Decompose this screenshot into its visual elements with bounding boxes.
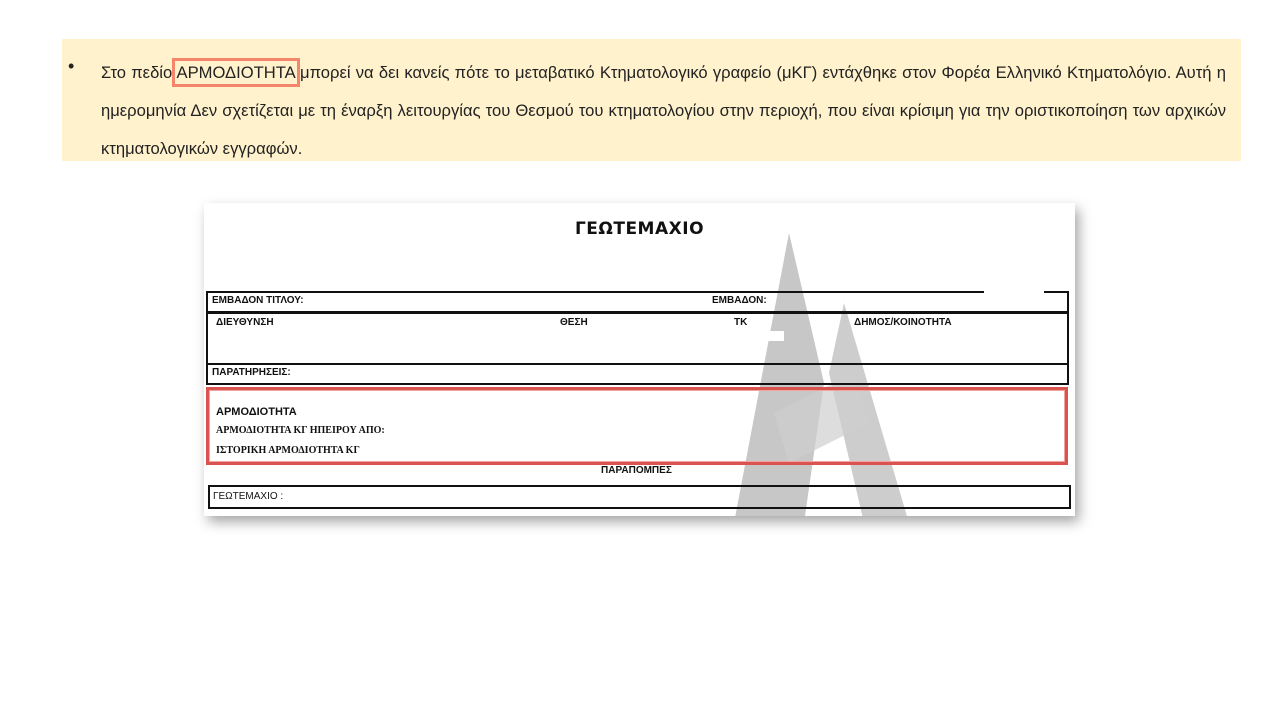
redacted-jurisdiction-value xyxy=(454,418,744,442)
parcel-label: ΓΕΩΤΕΜΑΧΙΟ : xyxy=(213,491,284,502)
info-note-text xyxy=(101,54,1226,168)
highlighted-keyword: ΑΡΜΟΔΙΟΤΗΤΑ xyxy=(176,63,295,82)
note-text-after: μπορεί να δει κανείς πότε το μεταβατικό Κτηματολογικό γραφείο (μΚΓ) εντάχθηκε στον Φορέα Ελληνικό Κτηματολόγιο. Αυτή η ημερομηνία Δεν σχετίζεται με τη έναρξη λειτουργίας του Θεσμού του κτηματολογίου στην περιοχή, που είναι κρίσιμη για την οριστικοποίηση των αρχικών κτηματολογικών εγγραφών. xyxy=(101,63,1226,158)
jurisdiction-line-1: ΑΡΜΟΔΙΟΤΗΤΑ ΚΓ ΗΠΕΙΡΟΥ ΑΠΟ: xyxy=(216,425,385,436)
area-label: ΕΜΒΑΔΟΝ: xyxy=(712,295,767,306)
redacted-postal-value xyxy=(744,331,784,341)
area-row xyxy=(206,291,1069,313)
parcel-form-image xyxy=(204,203,1075,516)
form-title: ΓΕΩΤΕΜΑΧΙΟ xyxy=(574,219,705,239)
parcel-row xyxy=(208,485,1071,509)
municipality-label: ΔΗΜΟΣ/ΚΟΙΝΟΤΗΤΑ xyxy=(854,317,952,328)
title-area-label: ΕΜΒΑΔΟΝ ΤΙΤΛΟΥ: xyxy=(212,295,304,306)
jurisdiction-heading: ΑΡΜΟΔΙΟΤΗΤΑ xyxy=(216,406,297,418)
remarks-row xyxy=(206,363,1069,385)
bullet-marker: • xyxy=(68,56,75,76)
note-text-before: Στο πεδίο xyxy=(101,63,177,82)
remarks-label: ΠΑΡΑΤΗΡΗΣΕΙΣ: xyxy=(212,367,291,378)
address-label: ΔΙΕΥΘΥΝΣΗ xyxy=(216,317,274,328)
postal-code-label: ΤΚ xyxy=(734,317,748,328)
redacted-address-values xyxy=(564,331,654,341)
jurisdiction-line-2: ΙΣΤΟΡΙΚΗ ΑΡΜΟΔΙΟΤΗΤΑ ΚΓ xyxy=(216,445,360,456)
position-label: ΘΕΣΗ xyxy=(560,317,588,328)
references-label: ΠΑΡΑΠΟΜΠΕΣ xyxy=(601,465,672,476)
redacted-area-value xyxy=(984,287,1044,293)
